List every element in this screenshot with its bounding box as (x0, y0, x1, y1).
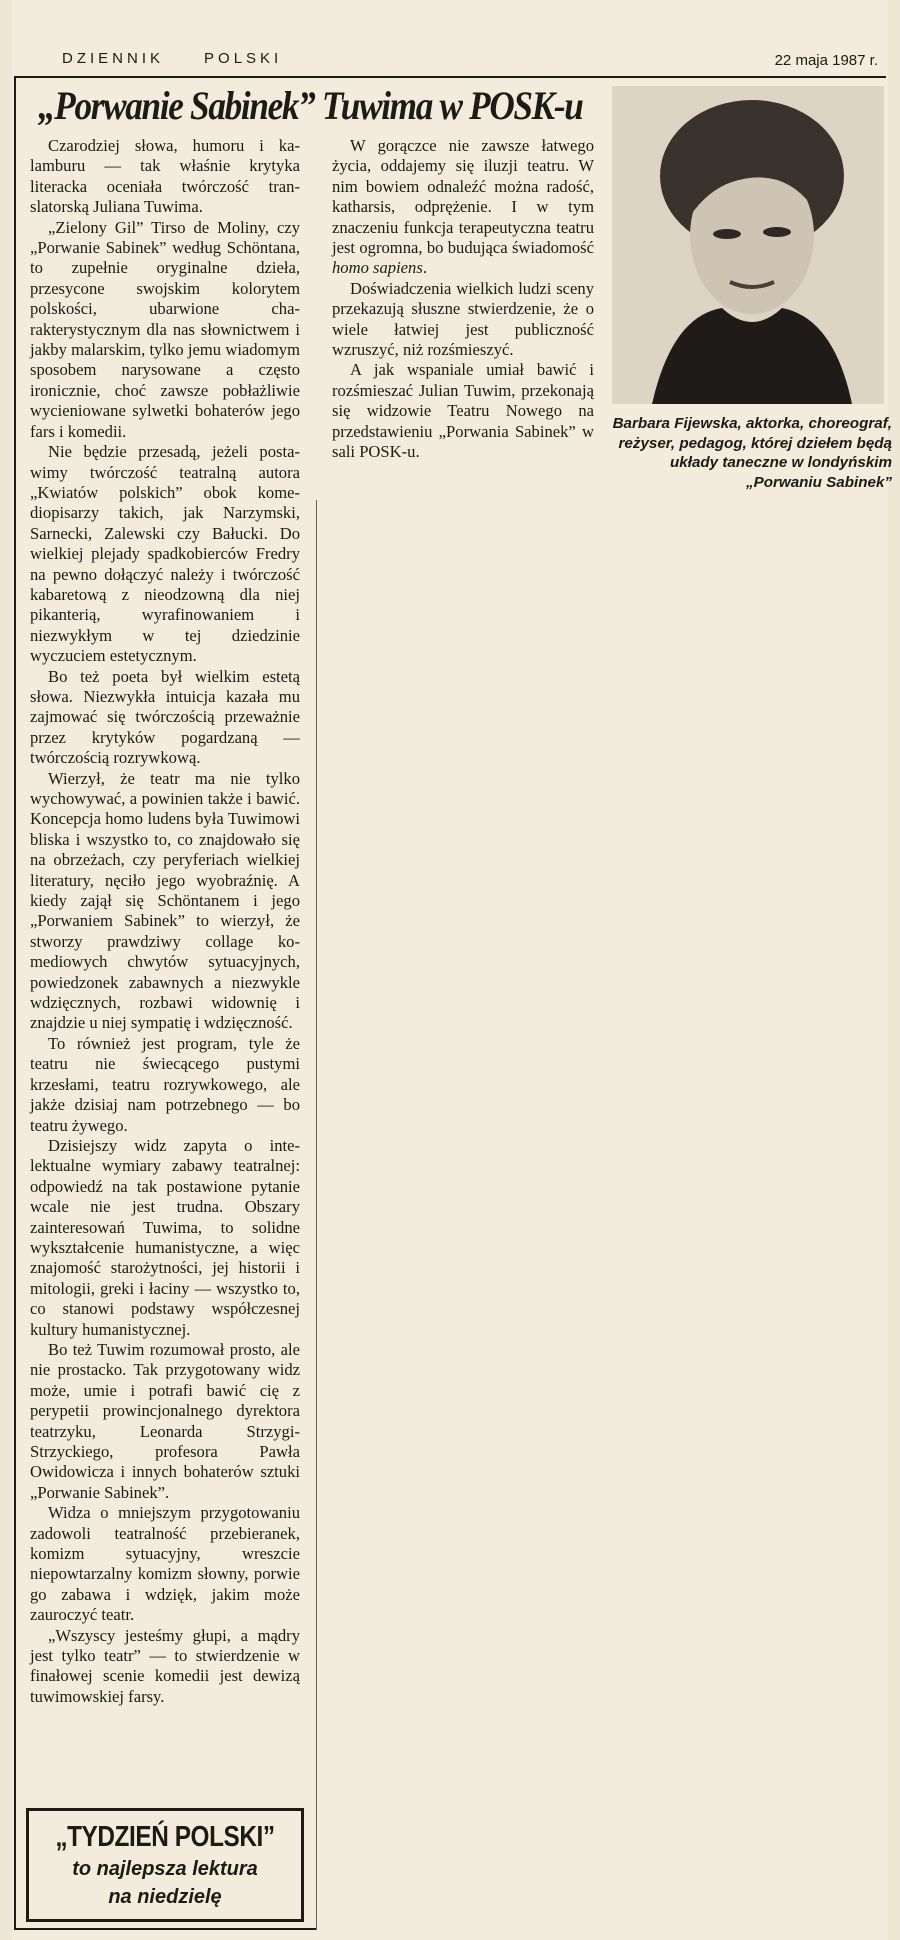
top-rule (14, 76, 886, 78)
portrait-illustration (612, 86, 884, 404)
article-paragraph: A jak wspaniale umiał bawić i rozśmieszać Julian Tuwim, przekonają się widzowie Teatru Nowego na przedstawieniu „Porwania Sabinek” w sali POSK-u. (332, 360, 594, 462)
bottom-rule (14, 1928, 316, 1930)
promo-line-1: to najlepsza lektura (72, 1858, 258, 1880)
paragraph-italic-text: homo sapiens (332, 258, 423, 278)
article-paragraph (332, 136, 594, 279)
portrait-photo (612, 86, 884, 404)
left-rule (14, 76, 16, 1930)
promo-title: „TYDZIEŃ POLSKI” (55, 1821, 275, 1853)
article-paragraph: Widza o mniejszym przygotowaniu zadowoli teatralność przebieranek, komizm sytuacyjny, wreszcie niepowtarzalny komizm słowny, porwie go zabawa i wdzięk, jakim może zauroczyć teatr. (30, 1503, 300, 1625)
article-paragraph: Czarodziej słowa, humoru i kalamburu — tak właśnie krytyka literacka oceniała twórczość translatorską Juliana Tuwima. (30, 136, 300, 217)
article-paragraph: Doświadczenia wielkich ludzi sceny przekazują słuszne stwierdzenie, że o wiele łatwiej jest publiczność wzruszyć, niż rozśmieszyć. (332, 278, 594, 360)
article-headline: „Porwanie Sabinek” Tuwima w POSK-u (38, 83, 583, 128)
paragraph-text: . (422, 258, 427, 278)
article-paragraph: „Zielony Gil” Tirso de Moliny, czy „Porwanie Sabinek” według Schöntana, to zupełnie oryginalne dzieła, przesycone swojskim kolorytem polskości, ubarwione charakterystycznym dla nas słownictwem i jakby malarskim, tylko jemu wiadomym sposobem narysowane a często ironicznie, choć zawsze pobłażliwie wycieniowane sylwetki bohaterów jego fars i komedii. (30, 217, 300, 441)
article-paragraph: Dzisiejszy widz zapyta o intelektualne wymiary zabawy teatralnej: odpowiedź na tak postawione pytanie wcale nie jest trudna. Obszary zainteresowań Tuwima, to solidne wykształcenie humanistyczne, a więc znajomość starożytności, jej historii i mitologii, greki i łaciny — wszystko to, co stanowi podstawy współczesnej kultury humanistycznej. (30, 1135, 300, 1339)
left-eye (713, 229, 741, 239)
newspaper-name (62, 50, 322, 67)
issue-date: 22 maja 1987 r. (774, 52, 878, 69)
article-paragraph: Nie będzie przesadą, jeżeli postawimy twórczość teatralną autora „Kwiatów polskich” obok komediopisarzy takich, jak Narzymski, Sarnecki, Zalewski czy Bałucki. Do wielkiej plejady spadkobierców Fredry na pewno dołączyć należy i twórczość kabaretową z nieodzowną dla niej pikanterią, wyrafinowaniem i niezwykłym w tej dziedzinie wyczuciem estetycznym. (30, 442, 300, 666)
article-column-2 (332, 136, 594, 463)
article-paragraph: Bo też poeta był wielkim estetą słowa. Niezwykła intuicja kazała mu zajmować się twórczością przeważnie przez krytyków pogardzaną — twórczością rozrywkową. (30, 666, 300, 768)
article-paragraph: Bo też Tuwim rozumował prosto, ale nie prostacko. Tak przygotowany widz może, umie i potrafi bawić cię z perypetii prowincjonalnego dyrektora teatrzyku, Leonarda Strzygi-Strzyckiego, profesora Pawła Owidowicza i innych bohaterów sztuki „Porwanie Sabinek”. (30, 1339, 300, 1502)
column-rule (316, 500, 317, 1930)
paragraph-text: W gorączce nie zawsze łatwego życia, oddajemy się iluzji teatru. W nim bowiem odnaleźć można radość, katharsis, odprężenie. I w tym znaczeniu funkcja terapeutyczna teatru jest ogromna, bo budująca świadomość (332, 136, 594, 258)
article-column-1 (30, 136, 300, 1707)
promo-line-2: na niedzielę (108, 1886, 222, 1908)
article-paragraph: To również jest program, tyle że teatru nie świecącego pustymi krzesłami, teatru rozrywkowego, ale jakże dzisiaj nam potrzebnego — bo teatru żywego. (30, 1033, 300, 1135)
article-paragraph: „Wszyscy jesteśmy głupi, a mądry jest tylko teatr” — to stwierdzenie w finałowej scenie komedii jest dewizą tuwimowskiej farsy. (30, 1625, 300, 1706)
photo-caption: Barbara Fijewska, aktorka, choreograf, reżyser, pedagog, której dziełem będą układy taneczne w londyńskim „Porwaniu Sabinek” (612, 415, 892, 491)
right-eye (763, 227, 791, 237)
promo-box (26, 1808, 304, 1922)
article-paragraph: Wierzył, że teatr ma nie tylko wychowywać, a powinien także i bawić. Koncepcja homo ludens była Tuwimowi bliska i wszystko to, co znajdowało się na obrzeżach, czy peryferiach wielkiej literatury, nęciło jego wyobraźnię. A kiedy zajął się Schöntanem i jego „Porwaniem Sabinek” to wierzył, że stworzy prawdziwy collage komediowych chwytów sytuacyjnych, powiedzonek zabawnych a niezwykle wdzięcznych, rozbawi widownię i znajdzie u niej sympatię i wdzięczność. (30, 768, 300, 1033)
newspaper-name-word-1: DZIENNIK (62, 50, 165, 67)
newspaper-name-word-2: POLSKI (204, 50, 283, 67)
